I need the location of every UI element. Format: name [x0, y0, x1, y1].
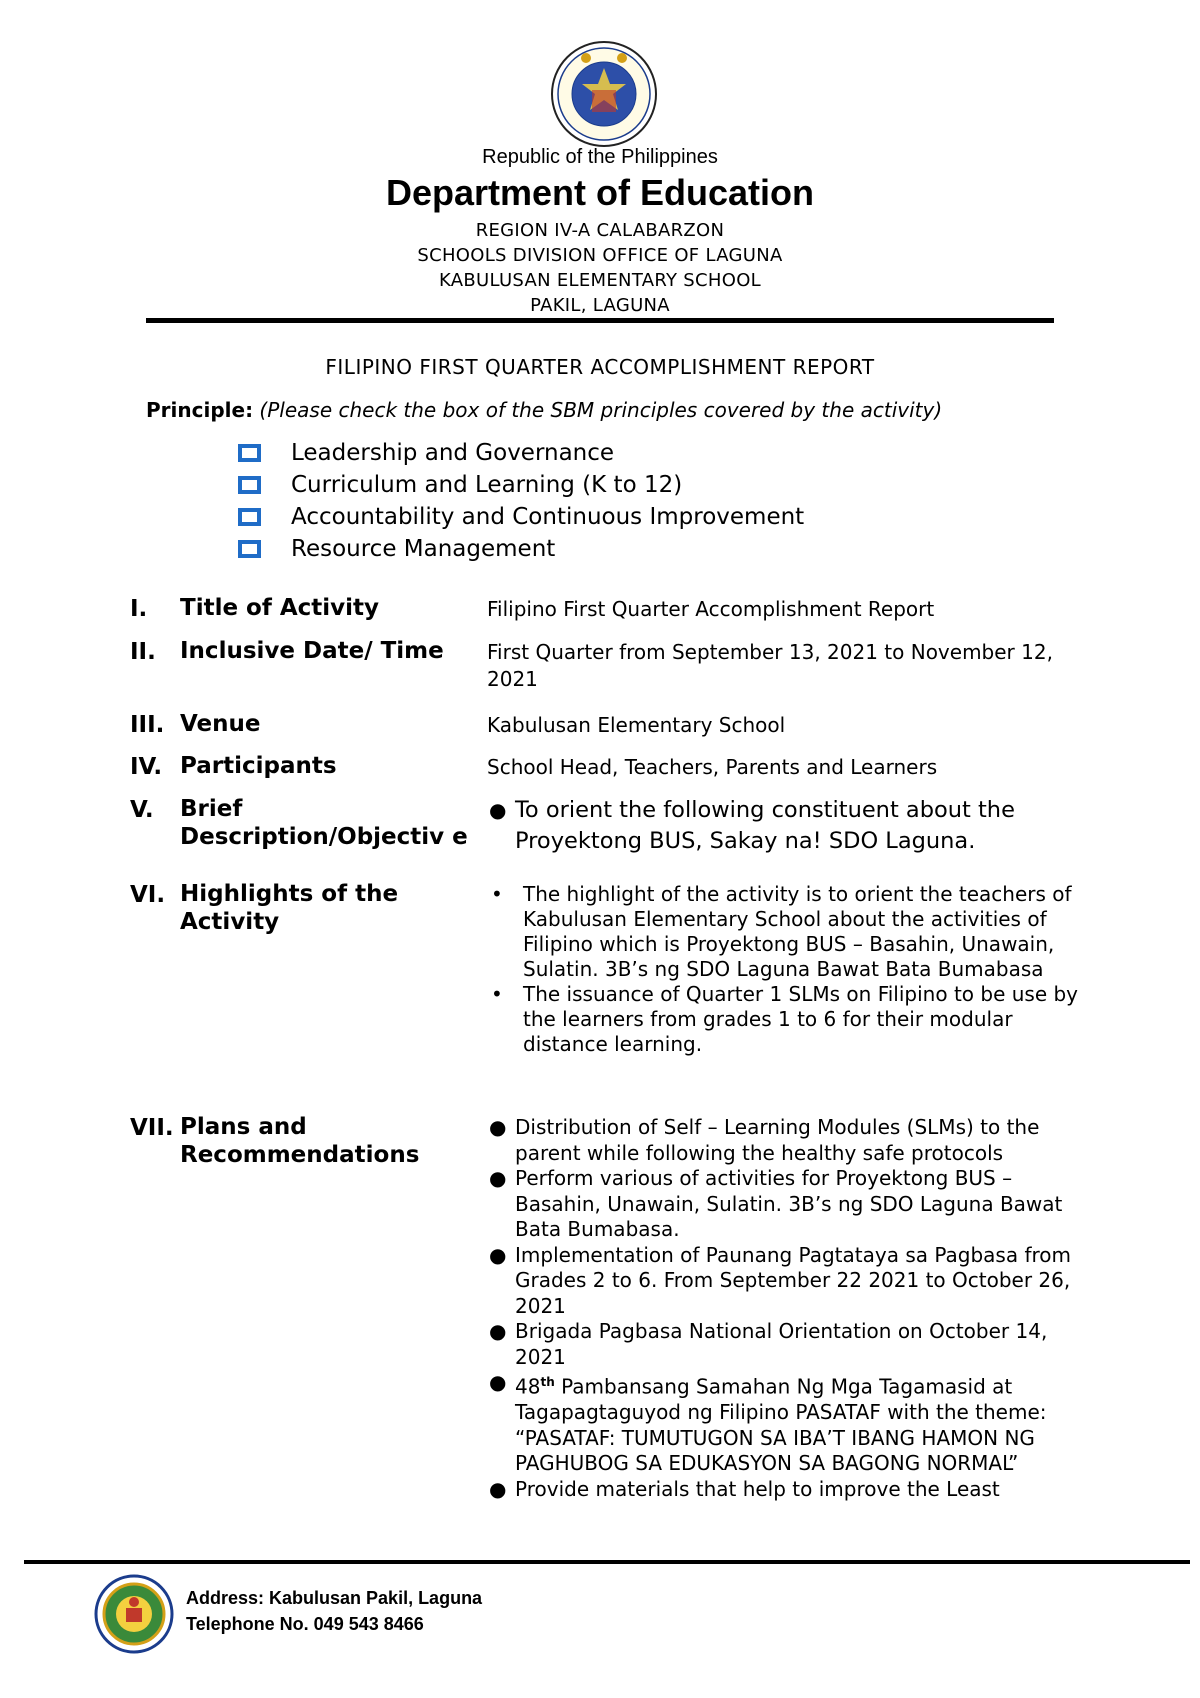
highlights-list: [523, 882, 1088, 1057]
principle-hint: (Please check the box of the SBM principles covered by the activity): [259, 398, 943, 422]
department-title: Department of Education: [385, 172, 815, 213]
section-number: V.: [130, 797, 154, 823]
list-item: ● To orient the following constituent about the Proyektong BUS, Sakay na! SDO Laguna.: [515, 795, 1075, 857]
school-line: KABULUSAN ELEMENTARY SCHOOL: [438, 270, 761, 291]
section-label: Inclusive Date/ Time: [180, 638, 444, 664]
section-label: Participants: [180, 753, 337, 779]
section-number: VII.: [130, 1115, 174, 1141]
list-item: ● Implementation of Paunang Pagtataya sa Pagbasa from Grades 2 to 6. From September 22 2021 to October 26, 2021: [515, 1243, 1095, 1320]
checkbox-icon[interactable]: [238, 508, 261, 526]
section-label: Venue: [180, 711, 261, 737]
list-item: ● Perform various of activities for Proyektong BUS – Basahin, Unawain, Sulatin. 3B’s ng SDO Laguna Bawat Bata Bumabasa.: [515, 1166, 1095, 1243]
republic-line: Republic of the Philippines: [482, 146, 718, 168]
section-value: Filipino First Quarter Accomplishment Report: [487, 597, 935, 621]
school-seal-logo: [94, 1574, 174, 1654]
principle-option[interactable]: [238, 469, 682, 501]
list-item: ● Distribution of Self – Learning Modules (SLMs) to the parent while following the healthy safe protocols: [515, 1115, 1095, 1166]
footer-address: Address: Kabulusan Pakil, Laguna: [186, 1588, 483, 1608]
section-label: Title of Activity: [180, 595, 380, 621]
section-value: First Quarter from September 13, 2021 to November 12, 2021: [487, 640, 1053, 691]
section-label: Brief Description/Objectiv e: [180, 796, 468, 850]
principle-option[interactable]: [238, 501, 804, 533]
list-item: ● Provide materials that help to improve the Least: [515, 1477, 1095, 1503]
section-number: II.: [130, 639, 156, 665]
section-number: VI.: [130, 882, 166, 908]
report-title: FILIPINO FIRST QUARTER ACCOMPLISHMENT REPORT: [325, 355, 875, 379]
ordinal-number: 48: [515, 1374, 541, 1399]
header-divider: [146, 318, 1054, 323]
principle-option-label: Leadership and Governance: [291, 440, 615, 466]
plans-list: [515, 1115, 1095, 1502]
section-label: Plans and Recommendations: [180, 1114, 420, 1168]
checkbox-icon[interactable]: [238, 540, 261, 558]
section-value: Kabulusan Elementary School: [487, 713, 786, 737]
section-number: III.: [130, 712, 165, 738]
section-number: I.: [130, 596, 148, 622]
principle-option-label: Accountability and Continuous Improvement: [291, 504, 805, 530]
principle-line: [146, 398, 942, 422]
list-item: • The issuance of Quarter 1 SLMs on Filipino to be use by the learners from grades 1 to 6 for their modular distance learning.: [523, 982, 1088, 1057]
checkbox-icon[interactable]: [238, 444, 261, 462]
list-item-text: Pambansang Samahan Ng Mga Tagamasid at Tagapagtaguyod ng Filipino PASATAF with the theme: “PASATAF: TUMUTUGON SA IBA’T IBANG HAMON NG PAGHUBOG SA EDUKASYON SA BAGONG NORMAL”: [515, 1374, 1047, 1476]
principle-label: Principle:: [146, 398, 254, 422]
footer-divider: [24, 1560, 1190, 1564]
list-item: • The highlight of the activity is to orient the teachers of Kabulusan Elementary School about the activities of Filipino which is Proyektong BUS – Basahin, Unawain, Sulatin. 3B’s ng SDO Laguna Bawat Bata Bumabasa: [523, 882, 1088, 982]
section-number: IV.: [130, 754, 163, 780]
section-value: School Head, Teachers, Parents and Learners: [487, 755, 938, 779]
principle-option-label: Resource Management: [291, 536, 556, 562]
list-item: ● Brigada Pagbasa National Orientation on October 14, 2021: [515, 1319, 1095, 1370]
principle-option[interactable]: [238, 437, 614, 469]
checkbox-icon[interactable]: [238, 476, 261, 494]
division-line: SCHOOLS DIVISION OFFICE OF LAGUNA: [417, 245, 783, 266]
section-label: Highlights of the Activity: [180, 881, 399, 935]
ordinal-suffix: th: [540, 1375, 555, 1389]
objective-list: [515, 795, 1075, 857]
location-line: PAKIL, LAGUNA: [530, 295, 670, 316]
deped-seal-logo: [550, 40, 658, 148]
list-item: [515, 1370, 1095, 1477]
principle-option-label: Curriculum and Learning (K to 12): [291, 472, 683, 498]
region-line: REGION IV-A CALABARZON: [475, 220, 725, 241]
footer-telephone: Telephone No. 049 543 8466: [186, 1614, 424, 1634]
principle-option[interactable]: [238, 533, 555, 565]
